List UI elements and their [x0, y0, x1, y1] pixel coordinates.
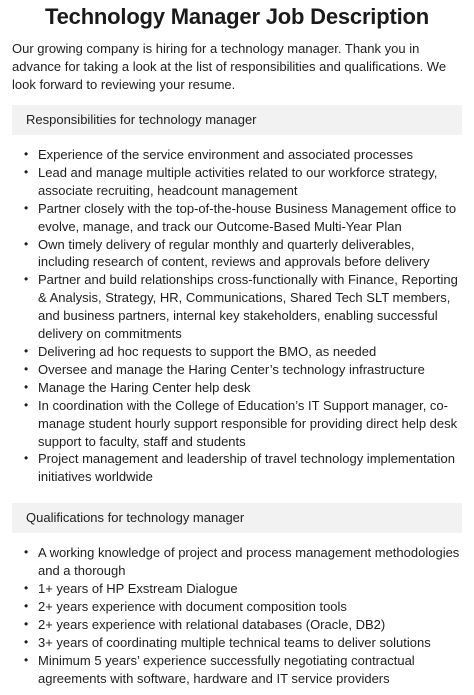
bullet-icon: •: [24, 545, 29, 560]
list-item-text: In coordination with the College of Education’s IT Support manager, co-manage student hourly support responsible for providing direct help desk support to faculty, staff and students: [38, 397, 458, 449]
list-item: [12, 652, 462, 688]
list-item-text: Minimum 5 years’ experience successfully negotiating contractual agreements with software, hardware and IT service providers: [38, 652, 415, 686]
list-item: [12, 200, 462, 236]
list-item: [12, 146, 462, 164]
responsibilities-heading: Responsibilities for technology manager: [12, 105, 462, 135]
bullet-icon: •: [24, 397, 29, 412]
list-item-text: Lead and manage multiple activities related to our workforce strategy, associate recruiting, headcount management: [38, 164, 438, 198]
bullet-icon: •: [24, 616, 29, 631]
intro-paragraph: Our growing company is hiring for a technology manager. Thank you in advance for taking a look at the list of responsibilities and qualifications. We look forward to reviewing your resume.: [12, 41, 447, 92]
list-item: [12, 271, 462, 343]
list-item-text: 1+ years of HP Exstream Dialogue: [38, 581, 238, 597]
bullet-icon: •: [24, 634, 29, 649]
bullet-icon: •: [24, 343, 29, 358]
list-item: [12, 450, 462, 486]
list-item: [12, 634, 462, 652]
list-item-text: Manage the Haring Center help desk: [38, 379, 251, 395]
qualifications-list: [12, 544, 462, 687]
bullet-icon: •: [24, 361, 29, 376]
list-item: [12, 361, 462, 379]
list-item: [12, 397, 462, 451]
bullet-icon: •: [24, 379, 29, 394]
list-item-text: Partner and build relationships cross-functionally with Finance, Reporting & Analysis, Strategy, HR, Communications, Shared Tech SLT members, and business partners, internal key stakeholders, enabling successful delivery on commitments: [38, 272, 458, 342]
list-item-text: Delivering ad hoc requests to support the BMO, as needed: [38, 343, 377, 359]
list-item: [12, 580, 462, 598]
qualifications-heading: Qualifications for technology manager: [12, 503, 462, 533]
list-item-text: 3+ years of coordinating multiple technical teams to deliver solutions: [38, 634, 431, 650]
list-item-text: 2+ years experience with relational databases (Oracle, DB2): [38, 616, 386, 632]
list-item: [12, 164, 462, 200]
list-item-text: Oversee and manage the Haring Center’s technology infrastructure: [38, 361, 425, 377]
bullet-icon: •: [24, 272, 29, 287]
bullet-icon: •: [24, 598, 29, 613]
list-item: [12, 236, 462, 272]
list-item: [12, 544, 462, 580]
page-title: Technology Manager Job Description: [45, 4, 429, 29]
list-item: [12, 343, 462, 361]
bullet-icon: •: [24, 451, 29, 466]
list-item: [12, 598, 462, 616]
list-item: [12, 616, 462, 634]
list-item-text: Partner closely with the top-of-the-house Business Management office to evolve, manage, and track our Outcome-Based Multi-Year Plan: [38, 200, 457, 234]
list-item-text: A working knowledge of project and process management methodologies and a thorough: [38, 545, 460, 579]
bullet-icon: •: [24, 147, 29, 161]
list-item: [12, 379, 462, 397]
bullet-icon: •: [24, 581, 29, 596]
list-item-text: Own timely delivery of regular monthly and quarterly deliverables, including research of content, reviews and approvals before delivery: [38, 236, 430, 270]
bullet-icon: •: [24, 200, 29, 215]
list-item-text: 2+ years experience with document composition tools: [38, 598, 347, 614]
bullet-icon: •: [24, 164, 29, 179]
bullet-icon: •: [24, 236, 29, 251]
list-item-text: Experience of the service environment and associated processes: [38, 147, 414, 162]
responsibilities-list: [12, 146, 462, 486]
bullet-icon: •: [24, 652, 29, 667]
list-item-text: Project management and leadership of travel technology implementation initiatives worldwide: [38, 451, 455, 485]
